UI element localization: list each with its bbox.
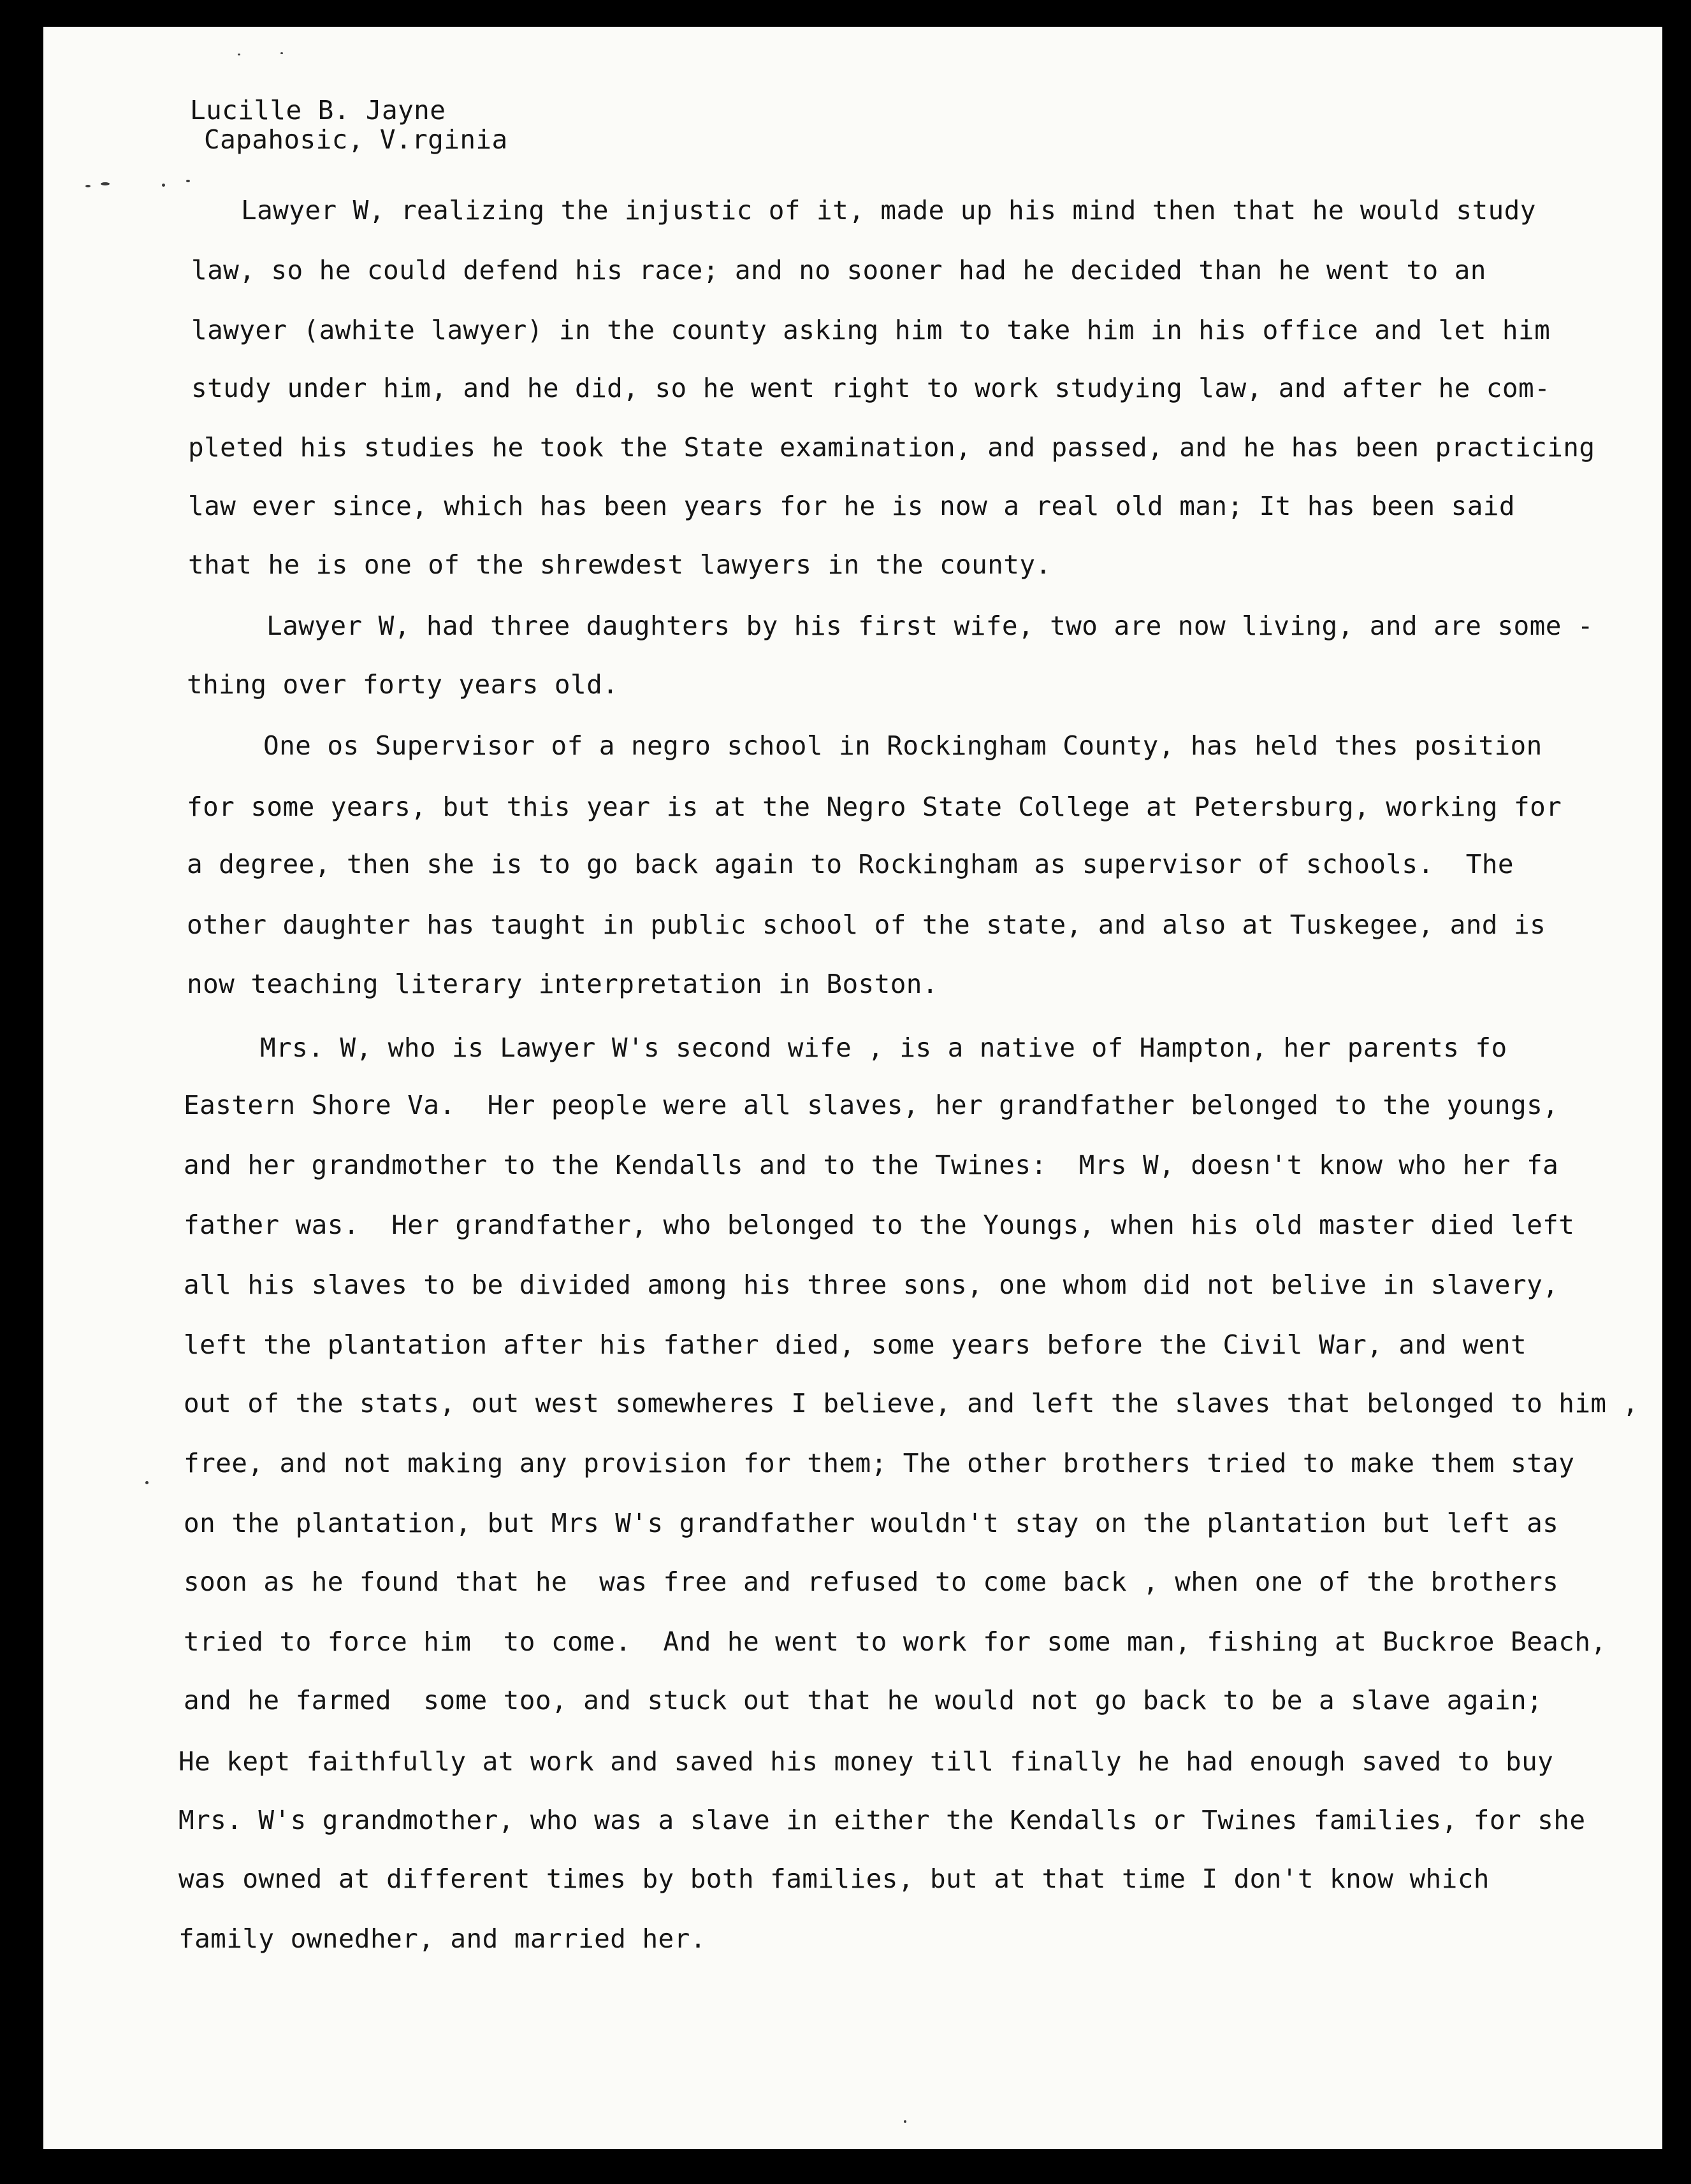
- text-line: a degree, then she is to go back again to Rockingham as supervisor of schools. The: [187, 849, 1514, 879]
- text-line: Mrs. W's grandmother, who was a slave in either the Kendalls or Twines families, for she: [178, 1805, 1586, 1835]
- scan-speck: [145, 1481, 149, 1484]
- text-line: for some years, but this year is at the Negro State College at Petersburg, working for: [187, 792, 1562, 822]
- text-line: and he farmed some too, and stuck out that he would not go back to be a slave again;: [184, 1685, 1543, 1716]
- scan-speck: [101, 182, 110, 185]
- scan-speck: [186, 180, 190, 182]
- text-line: family ownedher, and married her.: [178, 1923, 706, 1954]
- text-line: law, so he could defend his race; and no sooner had he decided than he went to an: [191, 255, 1486, 286]
- text-line: tried to force him to come. And he went to work for some man, fishing at Buckroe Beach,: [184, 1626, 1607, 1657]
- text-line: Mrs. W, who is Lawyer W's second wife , is a native of Hampton, her parents fo: [260, 1032, 1507, 1063]
- narrative-body: [43, 27, 1662, 2149]
- scan-speck: [280, 52, 283, 54]
- text-line: father was. Her grandfather, who belonged to the Youngs, when his old master died left: [184, 1210, 1575, 1240]
- text-line: Lawyer W, had three daughters by his first wife, two are now living, and are some -: [266, 611, 1593, 641]
- text-line: pleted his studies he took the State examination, and passed, and he has been practicing: [188, 432, 1595, 463]
- scan-speck: [238, 54, 240, 55]
- text-line: that he is one of the shrewdest lawyers in the county.: [188, 549, 1052, 580]
- scan-speck: [904, 2120, 906, 2123]
- text-line: on the plantation, but Mrs W's grandfather wouldn't stay on the plantation but left as: [184, 1508, 1559, 1538]
- author-name: Lucille B. Jayne: [190, 95, 446, 126]
- text-line: left the plantation after his father died, some years before the Civil War, and went: [184, 1329, 1527, 1360]
- text-line: was owned at different times by both families, but at that time I don't know which: [178, 1863, 1490, 1894]
- text-line: Eastern Shore Va. Her people were all slaves, her grandfather belonged to the youngs,: [184, 1090, 1559, 1120]
- scan-speck: [162, 184, 165, 187]
- text-line: soon as he found that he was free and refused to come back , when one of the brothers: [184, 1566, 1559, 1597]
- text-line: lawyer (awhite lawyer) in the county asking him to take him in his office and let him: [191, 315, 1551, 345]
- text-line: thing over forty years old.: [187, 669, 619, 700]
- typewritten-page: [43, 27, 1662, 2149]
- text-line: free, and not making any provision for them; The other brothers tried to make them stay: [184, 1448, 1575, 1479]
- text-line: out of the stats, out west somewheres I believe, and left the slaves that belonged to him ,: [184, 1388, 1639, 1419]
- text-line: now teaching literary interpretation in Boston.: [187, 969, 938, 999]
- text-line: law ever since, which has been years for he is now a real old man; It has been said: [188, 491, 1515, 521]
- scan-speck: [85, 185, 91, 187]
- text-line: One os Supervisor of a negro school in Rockingham County, has held thes position: [263, 730, 1542, 761]
- text-line: all his slaves to be divided among his three sons, one whom did not belive in slavery,: [184, 1269, 1559, 1300]
- text-line: study under him, and he did, so he went right to work studying law, and after he com-: [191, 373, 1551, 403]
- text-line: He kept faithfully at work and saved his money till finally he had enough saved to buy: [178, 1746, 1554, 1777]
- text-line: Lawyer W, realizing the injustic of it, made up his mind then that he would study: [241, 195, 1536, 226]
- text-line: and her grandmother to the Kendalls and to the Twines: Mrs W, doesn't know who her fa: [184, 1150, 1559, 1180]
- text-line: other daughter has taught in public school of the state, and also at Tuskegee, and is: [187, 909, 1546, 940]
- author-location: Capahosic, V.rginia: [204, 124, 508, 155]
